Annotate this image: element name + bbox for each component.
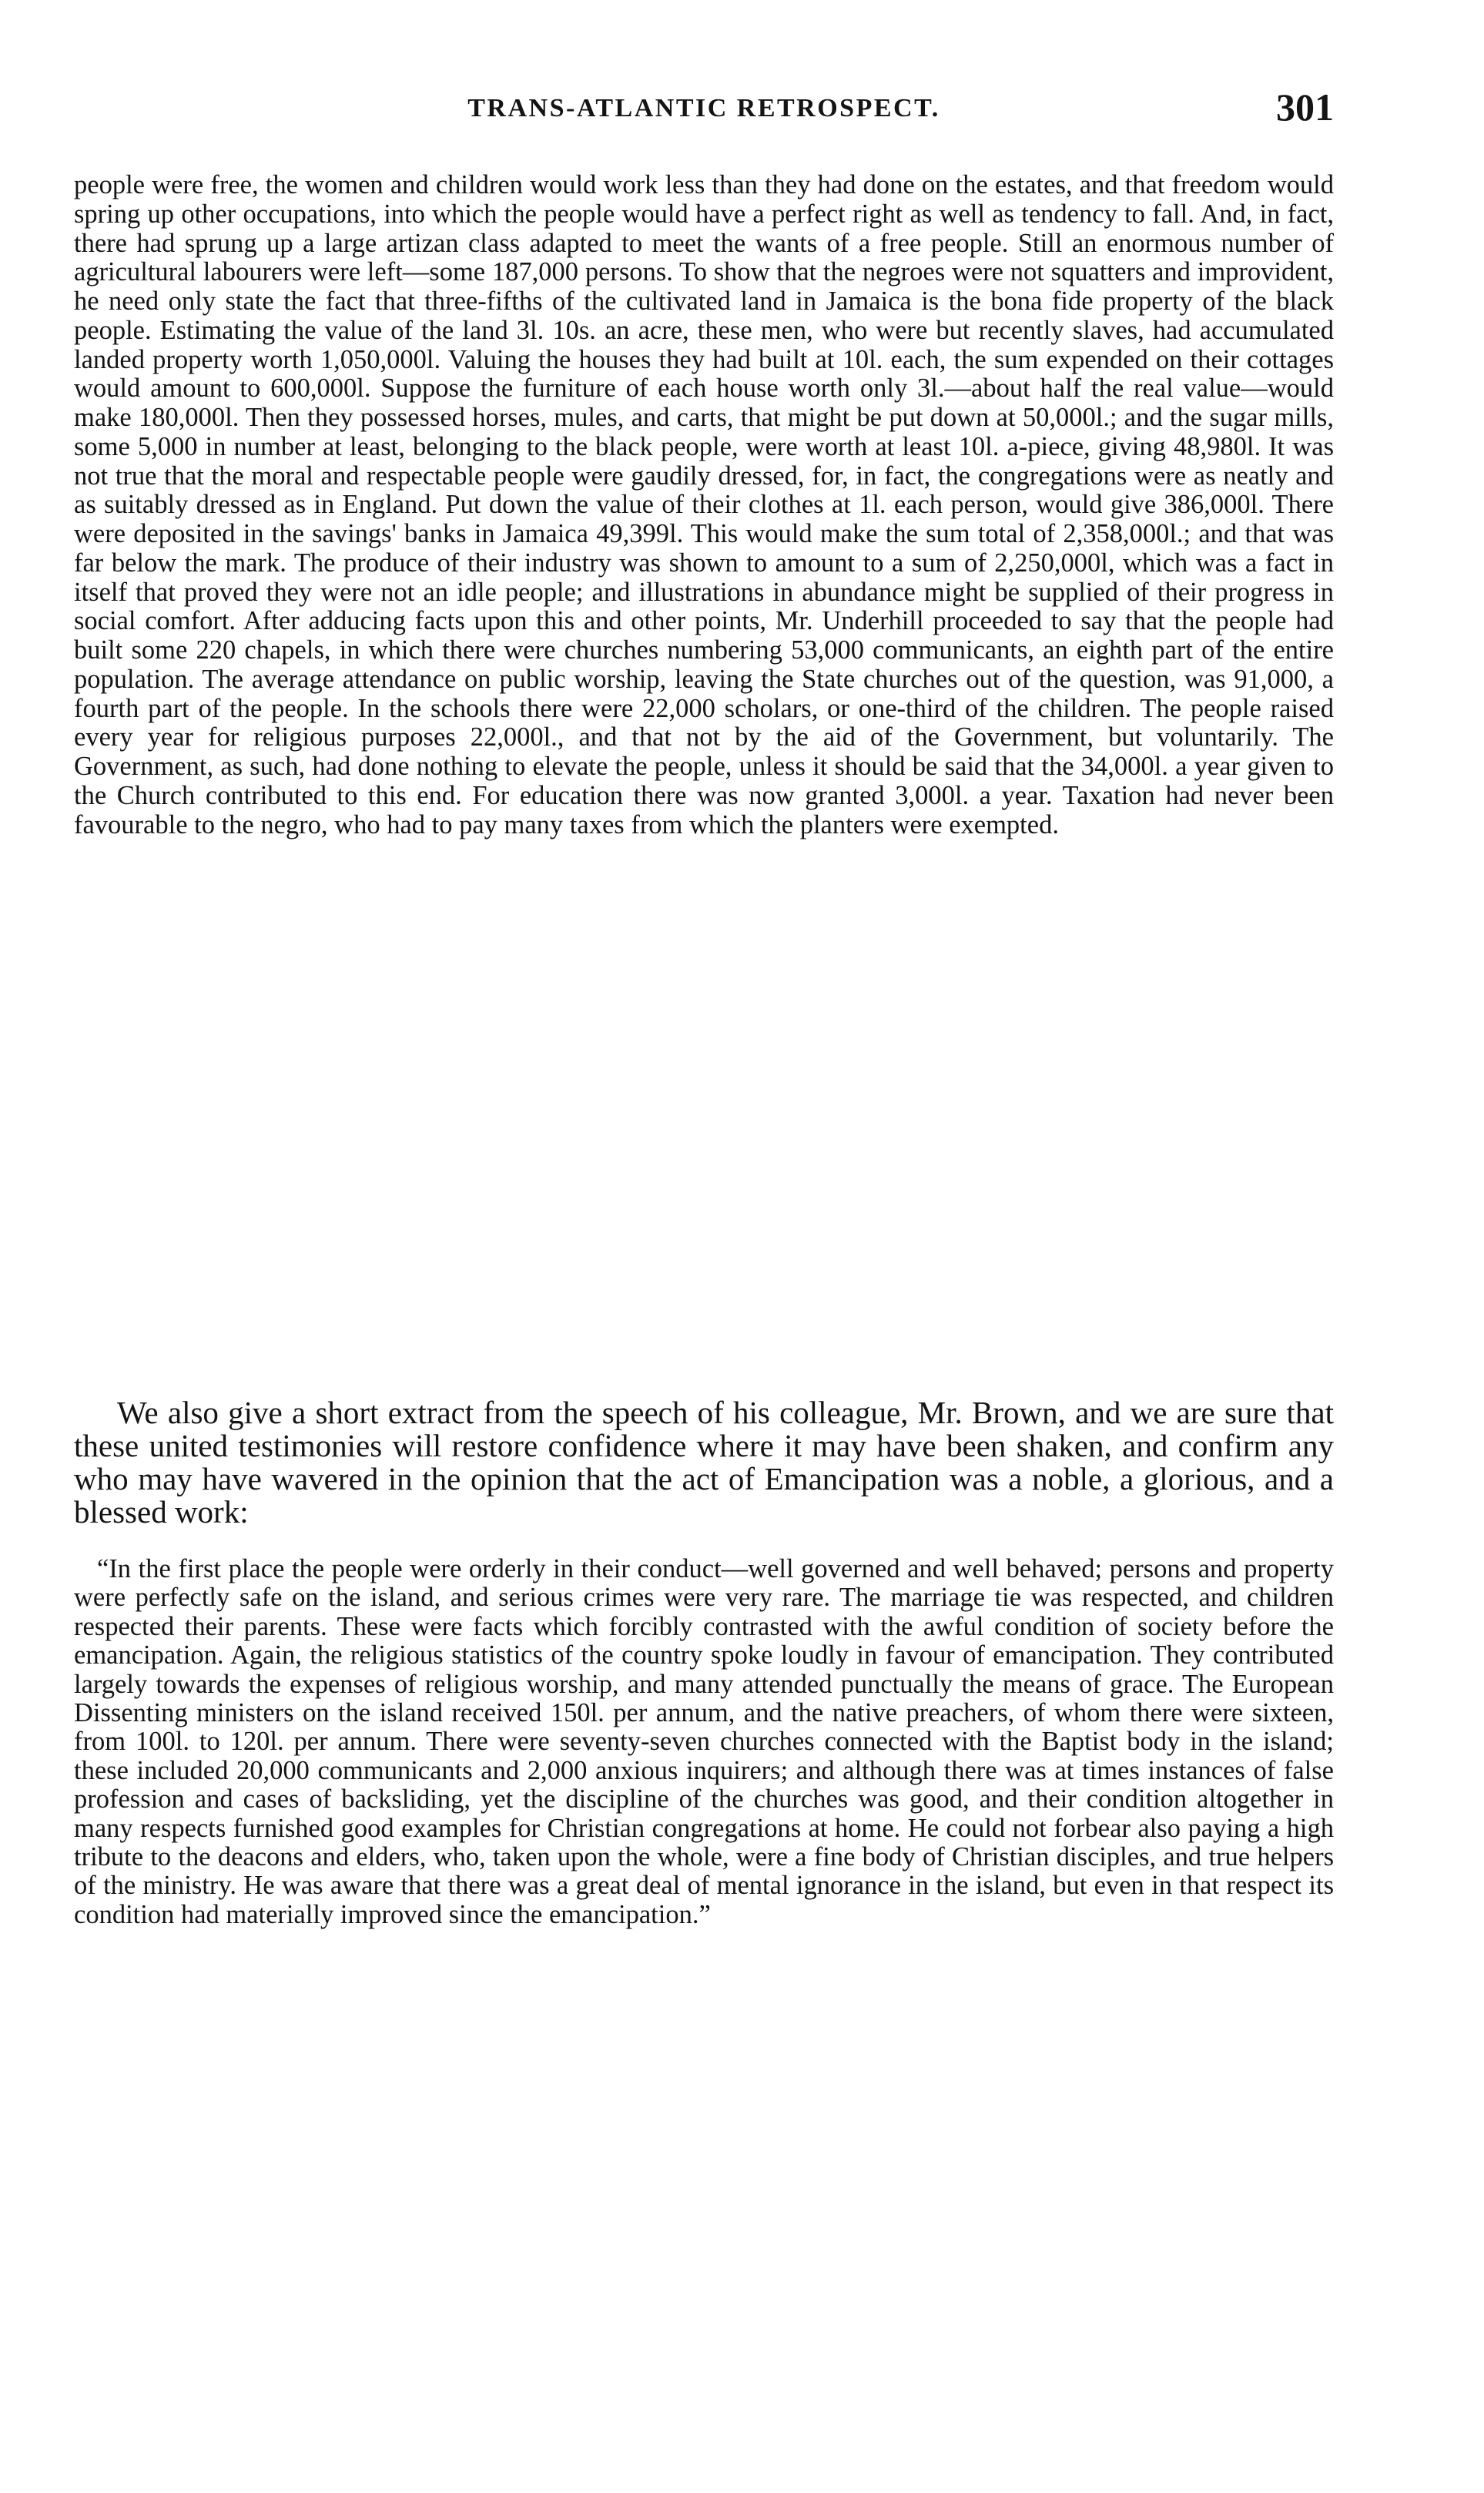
- page-number: 301: [1276, 85, 1334, 129]
- paragraph-text: We also give a short extract from the speech of his colleague, Mr. Brown, and we are sure that these united testimonies will restore confidence where it may have been shaken, and confirm any who may have wavered in the opinion that the act of Emancipation was a noble, a glorious, and a blessed work:: [74, 1395, 1334, 1530]
- running-title: TRANS-ATLANTIC RETROSPECT.: [467, 94, 940, 122]
- body-paragraph-2: [74, 1396, 1334, 1529]
- running-head: [74, 85, 1334, 139]
- body-paragraph-1: [74, 171, 1334, 839]
- quote-text: “In the first place the people were orderly in their conduct—well governed and well behaved; persons and property were perfectly safe on the island, and serious crimes were very rare. The marriage tie was respected, and children respected their parents. These were facts which forcibly contrasted with the awful condition of society before the emancipation. Again, the religious statistics of the country spoke loudly in favour of emancipation. They contributed largely towards the expenses of religious worship, and many attended punctually the means of grace. The European Dissenting ministers on the island received 150l. per annum, and the native preachers, of whom there were sixteen, from 100l. to 120l. per annum. There were seventy-seven churches connected with the Baptist body in the island; these included 20,000 communicants and 2,000 anxious inquirers; and although there was at times instances of false profession and cases of backsliding, yet the discipline of the churches was good, and their condition altogether in many respects furnished good examples for Christian congregations at home. He could not forbear also paying a high tribute to the deacons and elders, who, taken upon the whole, were a fine body of Christian disciples, and true helpers of the ministry. He was aware that there was a great deal of mental ignorance in the island, but even in that respect its condition had materially improved since the emancipation.”: [74, 1554, 1334, 1929]
- quoted-speech: [74, 1555, 1334, 1929]
- paragraph-text: people were free, the women and children would work less than they had done on the estates, and that freedom would spring up other occupations, into which the people would have a perfect right as well as tendency to fall. And, in fact, there had sprung up a large artizan class adapted to meet the wants of a free people. Still an enormous number of agricultural labourers were left—some 187,000 persons. To show that the negroes were not squatters and improvident, he need only state the fact that three-fifths of the cultivated land in Jamaica is the bona fide property of the black people. Estimating the value of the land 3l. 10s. an acre, these men, who were but recently slaves, had accumulated landed property worth 1,050,000l. Valuing the houses they had built at 10l. each, the sum expended on their cottages would amount to 600,000l. Suppose the furniture of each house worth only 3l.—about half the real value—would make 180,000l. Then they possessed horses, mules, and carts, that might be put down at 50,000l.; and the sugar mills, some 5,000 in number at least, belonging to the black people, were worth at least 10l. a-piece, giving 48,980l. It was not true that the moral and respectable people were gaudily dressed, for, in fact, the congregations were as neatly and as suitably dressed as in England. Put down the value of their clothes at 1l. each person, would give 386,000l. There were deposited in the savings' banks in Jamaica 49,399l. This would make the sum total of 2,358,000l.; and that was far below the mark. The produce of their industry was shown to amount to a sum of 2,250,000l, which was a fact in itself that proved they were not an idle people; and illustrations in abundance might be supplied of their progress in social comfort. After adducing facts upon this and other points, Mr. Underhill proceeded to say that the people had built some 220 chapels, in which there were churches numbering 53,000 communicants, an eighth part of the entire population. The average attendance on public worship, leaving the State churches out of the question, was 91,000, a fourth part of the people. In the schools there were 22,000 scholars, or one-third of the children. The people raised every year for religious purposes 22,000l., and that not by the aid of the Government, but voluntarily. The Government, as such, had done nothing to elevate the people, unless it should be said that the 34,000l. a year given to the Church contributed to this end. For education there was now granted 3,000l. a year. Taxation had never been favourable to the negro, who had to pay many taxes from which the planters were exempted.: [74, 170, 1334, 839]
